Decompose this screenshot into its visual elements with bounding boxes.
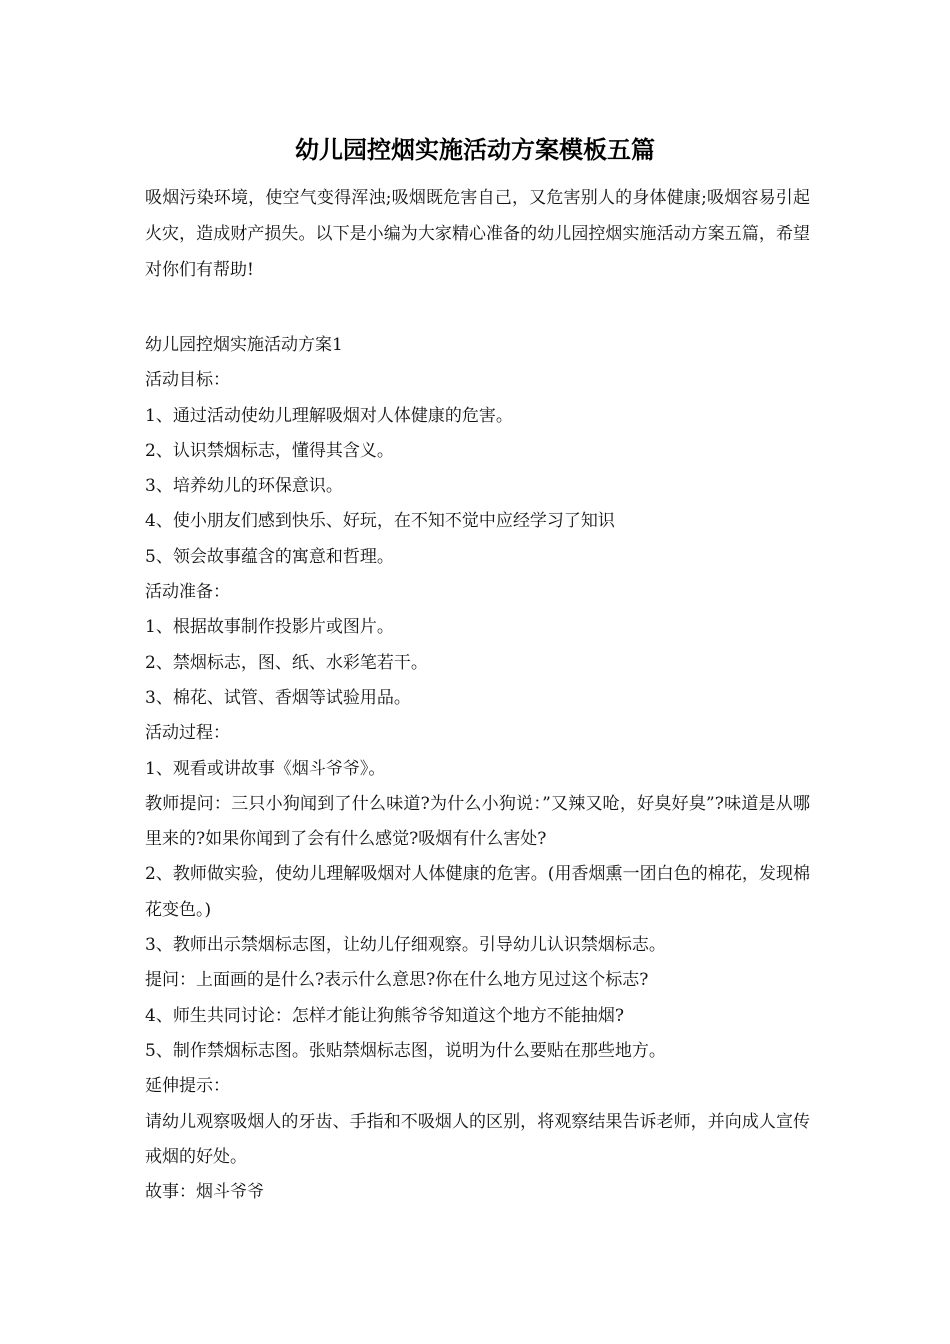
section-line: 4、师生共同讨论：怎样才能让狗熊爷爷知道这个地方不能抽烟?: [145, 1005, 624, 1026]
section-1: [145, 328, 810, 1210]
section-line: 3、教师出示禁烟标志图，让幼儿仔细观察。引导幼儿认识禁烟标志。: [145, 935, 666, 956]
intro-paragraph: 吸烟污染环境，使空气变得浑浊;吸烟既危害自己，又危害别人的身体健康;吸烟容易引起火灾，造成财产损失。以下是小编为大家精心准备的幼儿园控烟实施活动方案五篇，希望对你们有帮助!: [145, 188, 810, 280]
section-line: 3、棉花、试管、香烟等试验用品。: [145, 687, 411, 708]
section-line: 故事：烟斗爷爷: [145, 1182, 264, 1203]
section-line: 活动过程：: [145, 723, 230, 744]
section-line: 4、使小朋友们感到快乐、好玩，在不知不觉中应经学习了知识: [145, 511, 615, 532]
section-line: 1、通过活动使幼儿理解吸烟对人体健康的危害。: [145, 405, 513, 426]
section-line: 提问：上面画的是什么?表示什么意思?你在什么地方见过这个标志?: [145, 970, 649, 991]
section-line: 2、教师做实验，使幼儿理解吸烟对人体健康的危害。(用香烟熏一团白色的棉花，发现棉花变色。): [145, 864, 810, 920]
section-line: 3、培养幼儿的环保意识。: [145, 476, 343, 497]
section-line: 1、根据故事制作投影片或图片。: [145, 617, 394, 638]
section-line: 请幼儿观察吸烟人的牙齿、手指和不吸烟人的区别，将观察结果告诉老师，并向成人宣传戒烟的好处。: [145, 1111, 810, 1167]
section-line: 5、领会故事蕴含的寓意和哲理。: [145, 546, 394, 567]
section-line: 5、制作禁烟标志图。张贴禁烟标志图，说明为什么要贴在那些地方。: [145, 1040, 666, 1061]
document-body: [145, 180, 810, 1210]
section-line: 延伸提示：: [145, 1076, 230, 1097]
section-line: 活动目标：: [145, 370, 230, 391]
section-line: 2、认识禁烟标志，懂得其含义。: [145, 440, 394, 461]
document-title: 幼儿园控烟实施活动方案模板五篇: [295, 135, 655, 164]
section-line: 教师提问：三只小狗闻到了什么味道?为什么小狗说：”又辣又呛，好臭好臭”?味道是从哪里来的?如果你闻到了会有什么感觉?吸烟有什么害处?: [145, 793, 810, 850]
section-title: 幼儿园控烟实施活动方案1: [145, 335, 343, 355]
section-line: 2、禁烟标志，图、纸、水彩笔若干。: [145, 652, 428, 673]
section-line: 1、观看或讲故事《烟斗爷爷》。: [145, 758, 386, 779]
section-line: 活动准备：: [145, 582, 230, 603]
